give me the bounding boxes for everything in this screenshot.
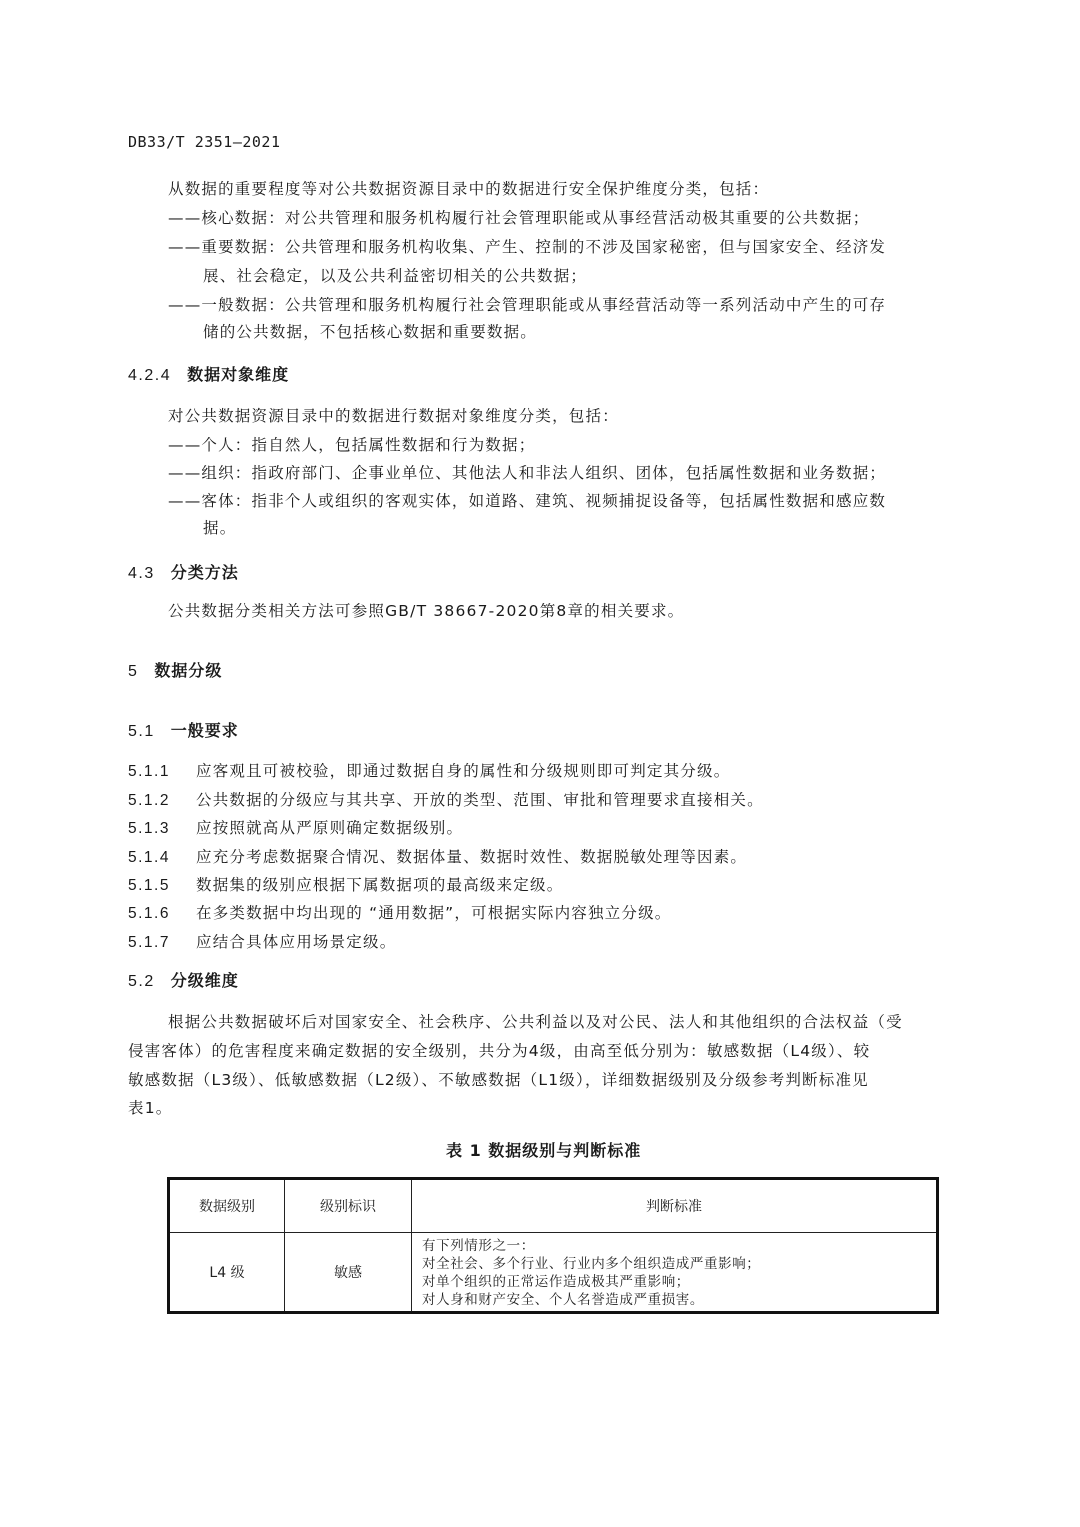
list-item-object-cont: 据。: [203, 519, 237, 537]
header-criteria: 判断标准: [412, 1179, 938, 1233]
clause-5-1-1: [128, 757, 730, 786]
criteria-line: 对全社会、多个行业、行业内多个组织造成严重影响；: [422, 1256, 761, 1272]
clause-text: 公共数据的分级应与其共享、开放的类型、范围、审批和管理要求直接相关。: [196, 791, 764, 809]
cell-label: 敏感: [285, 1233, 412, 1313]
clause-number: 5.1.7: [128, 934, 170, 951]
clause-number: 5.1.6: [128, 905, 170, 922]
criteria-line: 对人身和财产安全、个人名誉造成严重损害。: [422, 1292, 704, 1308]
section-number: 5.2: [128, 973, 155, 990]
paragraph-intro-lead: 从数据的重要程度等对公共数据资源目录中的数据进行安全保护维度分类，包括：: [168, 180, 770, 198]
clause-number: 5.1.3: [128, 820, 170, 837]
clause-text: 应结合具体应用场景定级。: [196, 933, 397, 951]
paragraph-grading-line-1: 根据公共数据破坏后对国家安全、社会秩序、公共利益以及对公民、法人和其他组织的合法权益（受: [168, 1013, 903, 1031]
clause-text: 应客观且可被校验，即通过数据自身的属性和分级规则即可判定其分级。: [196, 762, 731, 780]
table-row: [169, 1233, 938, 1313]
clause-5-1-6: [128, 899, 672, 928]
paragraph-classification-method: 公共数据分类相关方法可参照GB/T 38667-2020第8章的相关要求。: [168, 602, 685, 620]
clause-text: 在多类数据中均出现的 “通用数据”，可根据实际内容独立分级。: [196, 904, 672, 922]
paragraph-grading-line-3: 敏感数据（L3级）、低敏感数据（L2级）、不敏感数据（L1级），详细数据级别及分级参考判断标准见: [128, 1071, 869, 1089]
document-code-header: DB33/T 2351—2021: [128, 133, 281, 151]
section-title: 一般要求: [170, 721, 239, 740]
clause-text: 数据集的级别应根据下属数据项的最高级来定级。: [196, 876, 564, 894]
list-item-individual: ——个人：指自然人，包括属性数据和行为数据；: [168, 436, 536, 454]
section-title: 分类方法: [170, 563, 239, 582]
chapter-heading-5: [128, 658, 222, 681]
section-heading-5-1: [128, 718, 239, 741]
section-title: 分级维度: [170, 971, 239, 990]
section-heading-4-2-4: [128, 362, 289, 385]
table-header-row: [169, 1179, 938, 1233]
clause-number: 5.1.2: [128, 792, 170, 809]
list-item-important-data-cont: 展、社会稳定，以及公共利益密切相关的公共数据；: [203, 267, 588, 285]
clause-5-1-3: [128, 814, 463, 843]
section-number: 5.1: [128, 723, 155, 740]
criteria-line: 对单个组织的正常运作造成极其严重影响；: [422, 1274, 690, 1290]
clause-5-1-5: [128, 871, 563, 900]
header-data-level: 数据级别: [169, 1179, 285, 1233]
clause-5-1-4: [128, 843, 747, 872]
chapter-number: 5: [128, 663, 139, 680]
clause-5-1-2: [128, 786, 764, 815]
list-item-core-data: ——核心数据：对公共管理和服务机构履行社会管理职能或从事经营活动极其重要的公共数据；: [168, 209, 870, 227]
section-heading-5-2: [128, 968, 239, 991]
list-item-object: ——客体：指非个人或组织的客观实体，如道路、建筑、视频捕捉设备等，包括属性数据和感应数: [168, 492, 887, 510]
data-level-table: [167, 1177, 939, 1314]
section-title: 数据对象维度: [187, 365, 290, 384]
paragraph-grading-line-2: 侵害客体）的危害程度来确定数据的安全级别，共分为4级，由高至低分别为：敏感数据（L4级）、较: [128, 1042, 871, 1060]
chapter-title: 数据分级: [154, 661, 223, 680]
section-heading-4-3: [128, 560, 239, 583]
criteria-line: 有下列情形之一：: [422, 1238, 535, 1254]
clause-text: 应充分考虑数据聚合情况、数据体量、数据时效性、数据脱敏处理等因素。: [196, 848, 748, 866]
paragraph-grading-line-4: 表1。: [128, 1099, 173, 1117]
clause-number: 5.1.5: [128, 877, 170, 894]
paragraph-object-lead: 对公共数据资源目录中的数据进行数据对象维度分类，包括：: [168, 407, 619, 425]
section-number: 4.3: [128, 565, 155, 582]
list-item-general-data: ——一般数据：公共管理和服务机构履行社会管理职能或从事经营活动等一系列活动中产生的可存: [168, 296, 887, 314]
section-number: 4.2.4: [128, 367, 172, 384]
clause-text: 应按照就高从严原则确定数据级别。: [196, 819, 464, 837]
list-item-important-data: ——重要数据：公共管理和服务机构收集、产生、控制的不涉及国家秘密，但与国家安全、经济发: [168, 238, 887, 256]
table-caption: 表 1 数据级别与判断标准: [446, 1141, 642, 1160]
clause-number: 5.1.4: [128, 849, 170, 866]
cell-level: L4 级: [169, 1233, 285, 1313]
list-item-general-data-cont: 储的公共数据，不包括核心数据和重要数据。: [203, 323, 538, 341]
clause-number: 5.1.1: [128, 763, 170, 780]
header-level-label: 级别标识: [285, 1179, 412, 1233]
cell-criteria: [412, 1233, 938, 1313]
list-item-organization: ——组织：指政府部门、企事业单位、其他法人和非法人组织、团体，包括属性数据和业务数据；: [168, 464, 887, 482]
clause-5-1-7: [128, 928, 396, 957]
